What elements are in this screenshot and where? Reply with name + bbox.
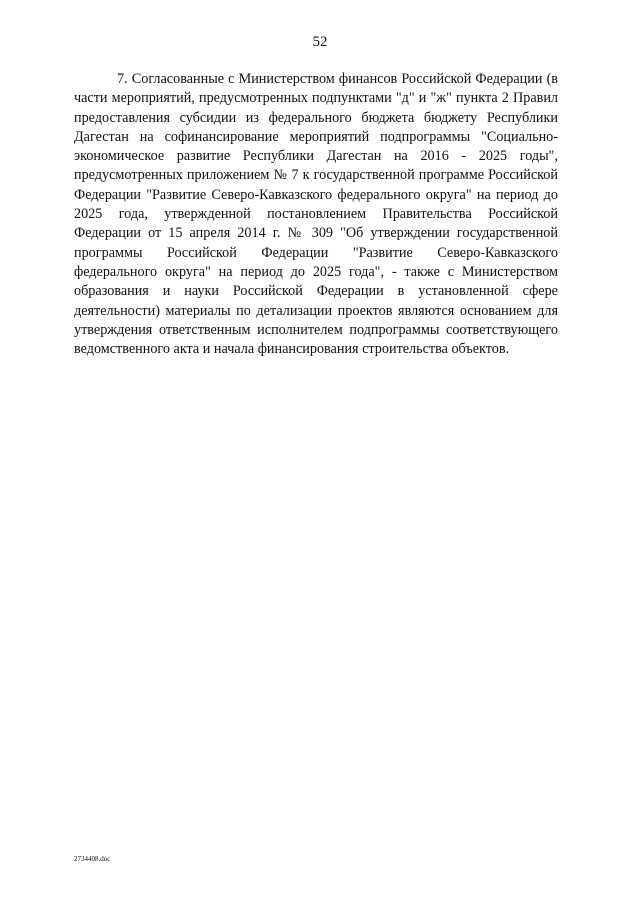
paragraph-7: 7. Согласованные с Министерством финансов Российской Федерации (в части мероприятий, предусмотренных подпунктами "д" и "ж" пункта 2 Правил предоставления субсидии из федерального бюджета бюджету Республики Дагестан на софинансирование мероприятий подпрограммы "Социально-экономическое развитие Республики Дагестан на 2016 - 2025 годы", предусмотренных приложением № 7 к государственной программе Российской Федерации "Развитие Северо-Кавказского федерального округа" на период до 2025 года, утвержденной постановлением Правительства Российской Федерации от 15 апреля 2014 г. № 309 "Об утверждении государственной программы Российской Федерации "Развитие Северо-Кавказского федерального округа" на период до 2025 года", - также с Министерством образования и науки Российской Федерации в установленной сфере деятельности) материалы по детализации проектов являются основанием для утверждения ответственным исполнителем подпрограммы соответствующего ведомственного акта и начала финансирования строительства объектов. <box>74 71 558 358</box>
page-number: 52 <box>312 34 328 50</box>
document-code: 2734408.doc <box>74 855 111 863</box>
